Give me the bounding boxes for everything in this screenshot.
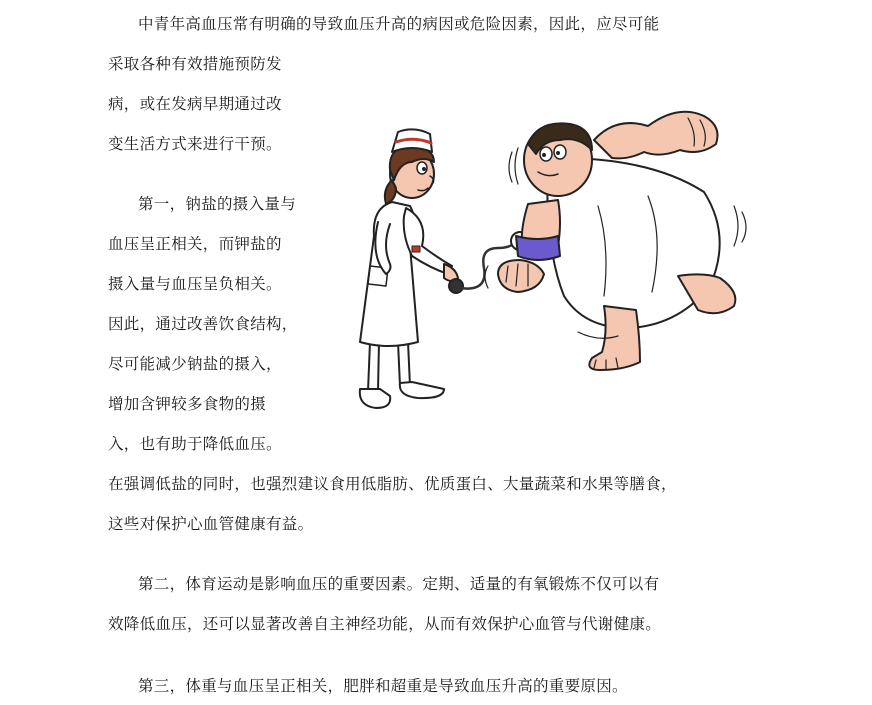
p1-line-4: 变生活方式来进行干预。 — [108, 135, 282, 153]
nurse-blood-pressure-illustration — [348, 96, 758, 426]
p2-line-1: 第一，钠盐的摄入量与 — [138, 195, 297, 213]
overweight-man-figure — [485, 112, 746, 370]
nurse-figure — [360, 129, 458, 408]
p2-line-9: 这些对保护心血管健康有益。 — [108, 515, 314, 533]
p2-line-4: 因此，通过改善饮食结构， — [108, 315, 298, 333]
p1-line-3: 病，或在发病早期通过改 — [108, 95, 282, 113]
p2-line-6: 增加含钾较多食物的摄 — [108, 395, 267, 413]
p2-line-3: 摄入量与血压呈负相关。 — [108, 275, 282, 293]
p2-line-7: 入，也有助于降低血压。 — [108, 435, 282, 453]
p3-line-1: 第二，体育运动是影响血压的重要因素。定期、适量的有氧锻炼不仅可以有 — [138, 575, 660, 593]
p1-line-1: 中青年高血压常有明确的导致血压升高的病因或危险因素，因此，应尽可能 — [138, 15, 660, 33]
p3-line-2: 效降低血压，还可以显著改善自主神经功能，从而有效保护心血管与代谢健康。 — [108, 615, 662, 633]
p4-line-1: 第三，体重与血压呈正相关，肥胖和超重是导致血压升高的重要原因。 — [138, 677, 628, 695]
p2-line-2: 血压呈正相关，而钾盐的 — [108, 235, 282, 253]
p2-line-5: 尽可能减少钠盐的摄入， — [108, 355, 282, 373]
p1-line-2: 采取各种有效措施预防发 — [108, 55, 282, 73]
p2-line-8: 在强调低盐的同时，也强烈建议食用低脂肪、优质蛋白、大量蔬菜和水果等膳食， — [108, 475, 677, 493]
